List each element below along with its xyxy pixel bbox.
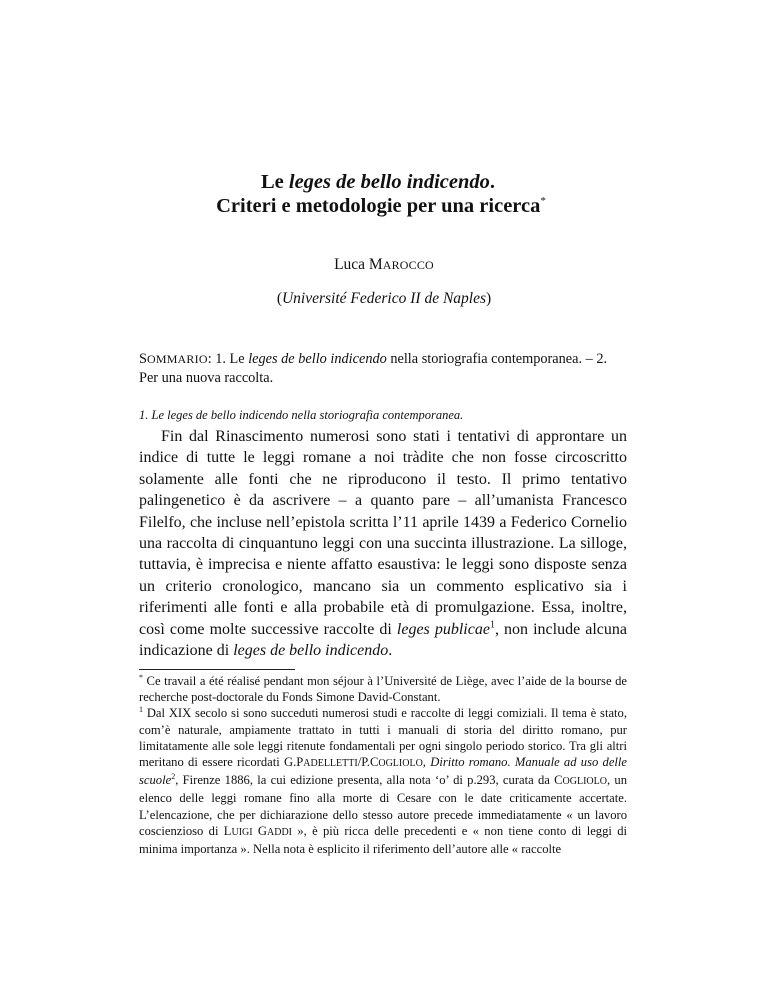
footnote-star [139, 673, 627, 705]
fn1-sc5: ADDI [267, 826, 293, 838]
fn1-sc4: UIGI [231, 826, 253, 838]
fn1-d: , Firenze 1886, la cui edizione presenta, alla nota ‘o’ di p.293, curata da C [175, 773, 563, 788]
body-text-a: Fin dal Rinascimento numerosi sono stati i tentativi di approntare un indice di tutte le leggi romane a noi tràdite che non fosse circoscritto solamente alle fonti che ne riproducono il testo. Il primo tentativo palingenetico è da ascrivere – a quanto pare – all’umanista Francesco Filelfo, che incluse nell’epistola scritta l’11 aprile 1439 a Federico Cornelio una raccolta di cinquantuno leggi con una succinta illustrazione. La silloge, tuttavia, è imprecisa e niente affatto esaustiva: le leggi sono disposte senza un criterio cronologico, mancano sia un commento esplicativo sia i riferimenti alle fonti e alla probabile età di promulgazione. Essa, inoltre, così come molte successive raccolte di [139, 428, 627, 638]
article-title-line-2 [0, 194, 765, 218]
affiliation-close-paren: ) [486, 290, 492, 307]
footnote-1 [139, 705, 627, 857]
footnotes [139, 673, 627, 857]
summary-part-1: : 1. Le [207, 351, 249, 367]
fn1-b: /P.C [357, 755, 379, 770]
author-name [0, 256, 768, 274]
footnote-divider [139, 669, 295, 670]
summary-label-initial: S [139, 351, 147, 367]
summary-part-2: nella storiografia contemporanea. – 2. Per una nuova raccolta. [139, 351, 608, 386]
fn1-g: », è più ricca delle precedenti e « non tiene conto di leggi di minima importanza ». Nella nota è esplicito il riferimento dell’autore alle « raccolte [139, 823, 627, 857]
fn1-sc2: OGLIOLO [378, 758, 423, 770]
body-paragraph [139, 426, 627, 661]
summary [139, 350, 627, 388]
fn1-c: , [422, 755, 431, 770]
body-text-c: . [388, 642, 393, 660]
article-title-line-1 [0, 170, 762, 194]
author-last-rest: AROCCO [382, 258, 434, 272]
fn1-sc3: OGLIOLO [562, 776, 607, 788]
footnote-mark-1[interactable]: 1 [489, 619, 495, 631]
subtitle-text: Criteri e metodologie per una ricerca [216, 195, 541, 217]
author-last-initial: M [368, 256, 383, 273]
summary-label-rest: OMMARIO [146, 352, 208, 366]
fn1-e: , un elenco delle leggi romane fino alla morte di Cesare con le date criticamente accertate. L’elencazione, che per dichiarazione dello stesso autore precede immediatamente « un lavoro coscienzioso di L [139, 773, 628, 838]
body-text-b: , non include alcuna indicazione di [139, 620, 628, 660]
fn1-italic: Diritto romano. Manuale ad uso delle scuole [139, 755, 627, 788]
fn1-f: G [252, 823, 268, 838]
title-italic-text: leges de bello indicendo [288, 171, 490, 193]
paragraph-1 [139, 426, 627, 661]
author-first-name: Luca [334, 256, 369, 273]
body-italic-a: leges publicae [396, 620, 490, 638]
footnote-star-mark: * [139, 672, 143, 682]
summary-italic: leges de bello indicendo [248, 351, 387, 367]
title-text: Le [260, 171, 289, 193]
fn1-sc1: ADELLETTI [303, 758, 358, 770]
fn1-a: Dal XIX secolo si sono succeduti numerosi studi e raccolte di leggi comiziali. Il tema è stato, com’è naturale, ampiamente trattato in tutti i manuali di storia del diritto romano, pur limitatamente alle sole leggi ritenute fondamentali per ogni singolo periodo storico. Tra gli altri meritano di essere ricordati G.P [139, 706, 627, 770]
fn1-edition: 2 [171, 772, 176, 782]
author-affiliation [0, 290, 768, 308]
affiliation-open-paren: ( [276, 290, 282, 307]
footnote-1-mark: 1 [139, 705, 143, 715]
footnote-mark-star[interactable]: * [540, 195, 546, 208]
title-period: . [489, 171, 495, 193]
body-italic-b: leges de bello indicendo [233, 642, 389, 660]
section-heading: 1. Le leges de bello indicendo nella storiografia contemporanea. [139, 408, 464, 422]
footnote-star-text: Ce travail a été réalisé pendant mon séjour à l’Université de Liège, avec l’aide de la bourse de recherche post-doctorale du Fonds Simone David-Constant. [139, 674, 627, 705]
affiliation-text: Université Federico II de Naples [281, 290, 487, 307]
